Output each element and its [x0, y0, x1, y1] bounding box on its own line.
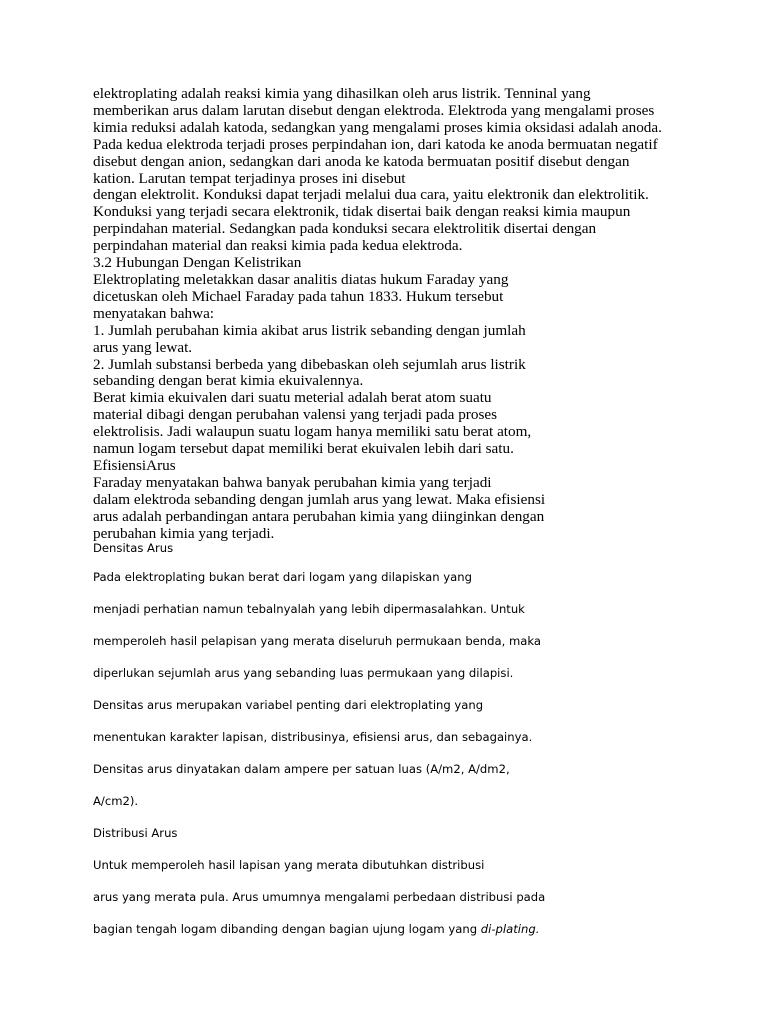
text-line: memperoleh hasil pelapisan yang merata diseluruh permukaan benda, maka — [93, 634, 542, 648]
text-line: arus yang merata pula. Arus umumnya mengalami perbedaan distribusi pada — [93, 890, 546, 904]
text-line: arus yang lewat. — [93, 338, 193, 356]
text-line: dicetuskan oleh Michael Faraday pada tahun 1833. Hukum tersebut — [93, 287, 504, 305]
text-line: Densitas arus merupakan variabel penting dari elektroplating yang — [93, 698, 484, 712]
text-line: material dibagi dengan perubahan valensi yang terjadi pada proses — [93, 406, 498, 424]
text-line — [93, 922, 693, 937]
section-heading: 3.2 Hubungan Dengan Kelistrikan — [93, 254, 302, 272]
text-line: dengan elektrolit. Konduksi dapat terjadi melalui dua cara, yaitu elektronik dan elektrolitik. — [93, 186, 649, 204]
text-line: kation. Larutan tempat terjadinya proses ini disebut — [93, 169, 406, 187]
text-line: arus adalah perbandingan antara perubahan kimia yang diinginkan dengan — [93, 507, 545, 525]
text-line: perpindahan material. Sedangkan pada konduksi secara elektrolitik disertai dengan — [93, 220, 597, 238]
text-line: Konduksi yang terjadi secara elektronik, tidak disertai baik dengan reaksi kimia maupun — [93, 203, 631, 221]
text-line: menyatakan bahwa: — [93, 304, 215, 322]
text-line: diperlukan sejumlah arus yang sebanding luas permukaan yang dilapisi. — [93, 666, 514, 680]
section-heading: Distribusi Arus — [93, 826, 178, 840]
text-line: Elektroplating meletakkan dasar analitis diatas hukum Faraday yang — [93, 270, 509, 288]
text-line: 2. Jumlah substansi berbeda yang dibebaskan oleh sejumlah arus listrik — [93, 355, 526, 373]
text-line: perubahan kimia yang terjadi. — [93, 524, 275, 542]
text-line: 1. Jumlah perubahan kimia akibat arus listrik sebanding dengan jumlah — [93, 321, 526, 339]
text-line: Pada kedua elektroda terjadi proses perpindahan ion, dari katoda ke anoda bermuatan negatif — [93, 135, 658, 153]
text-line: perpindahan material dan reaksi kimia pada kedua elektroda. — [93, 237, 463, 255]
text-line: sebanding dengan berat kimia ekuivalennya. — [93, 372, 364, 390]
text-line: elektrolisis. Jadi walaupun suatu logam hanya memiliki satu berat atom, — [93, 423, 532, 441]
text-line: dalam elektroda sebanding dengan jumlah arus yang lewat. Maka efisiensi — [93, 490, 546, 508]
text-line: kimia reduksi adalah katoda, sedangkan yang mengalami proses kimia oksidasi adalah anoda. — [93, 118, 662, 136]
text-line: Densitas arus dinyatakan dalam ampere per satuan luas (A/m2, A/dm2, — [93, 762, 510, 776]
section-heading: Densitas Arus — [93, 541, 174, 555]
text-line: Untuk memperoleh hasil lapisan yang merata dibutuhkan distribusi — [93, 858, 485, 872]
document-body-serif — [93, 86, 693, 542]
section-heading: EfisiensiArus — [93, 456, 176, 474]
text-line: elektroplating adalah reaksi kimia yang dihasilkan oleh arus listrik. Tenninal yang — [93, 85, 591, 102]
text-line: memberikan arus dalam larutan disebut dengan elektroda. Elektroda yang mengalami proses — [93, 101, 655, 119]
text-line: menjadi perhatian namun tebalnyalah yang lebih dipermasalahkan. Untuk — [93, 602, 525, 616]
italic-term: di-plating. — [480, 922, 540, 936]
text-line: Berat kimia ekuivalen dari suatu meterial adalah berat atom suatu — [93, 389, 492, 407]
text-line: A/cm2). — [93, 794, 139, 808]
document-body-sans — [93, 541, 693, 937]
text-segment: bagian tengah logam dibanding dengan bagian ujung logam yang — [93, 922, 481, 936]
text-line: Faraday menyatakan bahwa banyak perubahan kimia yang terjadi — [93, 473, 492, 491]
text-line: menentukan karakter lapisan, distribusinya, efisiensi arus, dan sebagainya. — [93, 730, 533, 744]
text-line: disebut dengan anion, sedangkan dari anoda ke katoda bermuatan positif disebut dengan — [93, 152, 630, 170]
text-line: namun logam tersebut dapat memiliki berat ekuivalen lebih dari satu. — [93, 440, 514, 458]
text-line: Pada elektroplating bukan berat dari logam yang dilapiskan yang — [93, 570, 472, 584]
